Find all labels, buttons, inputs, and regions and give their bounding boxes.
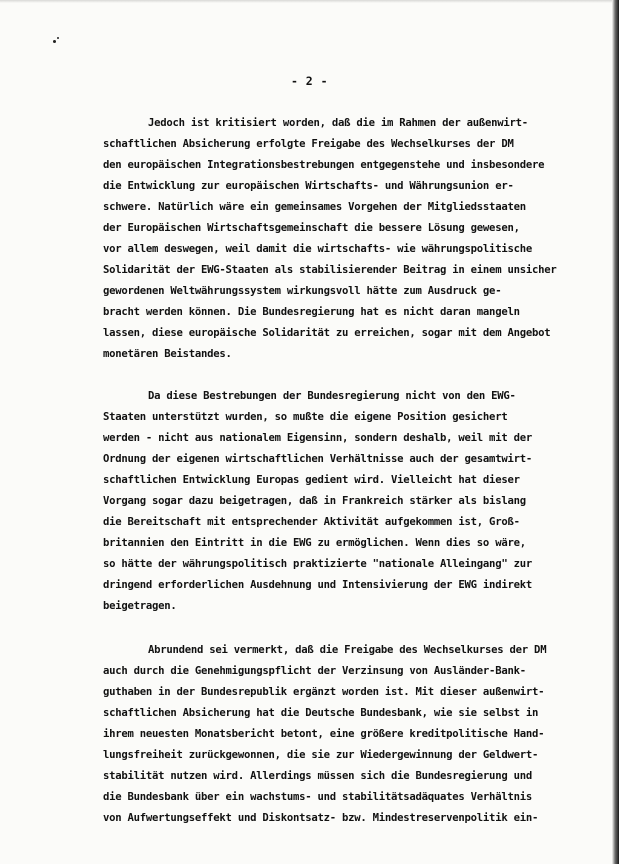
text-line: die Bundesbank über ein wachstums- und stabilitätsadäquates Verhältnis: [103, 791, 532, 803]
text-line: schaftlichen Absicherung hat die Deutsche Bundesbank, wie sie selbst in: [103, 707, 539, 719]
page-number: - 2 -: [290, 74, 329, 88]
text-line: bracht werden können. Die Bundesregierung hat es nicht daran mangeln: [103, 306, 520, 318]
text-line: den europäischen Integrationsbestrebungen entgegenstehe und insbesondere: [103, 159, 545, 171]
text-line: werden - nicht aus nationalem Eigensinn, sondern deshalb, weil mit der: [103, 432, 532, 444]
text-line: die Entwicklung zur europäischen Wirtschafts- und Währungsunion er-: [103, 180, 514, 192]
text-line: schaftlichen Entwicklung Europas gedient wird. Vielleicht hat dieser: [103, 474, 520, 486]
text-line: stabilität nutzen wird. Allerdings müssen sich die Bundesregierung und: [103, 770, 532, 782]
scan-speck: [57, 37, 59, 39]
scan-right-edge: [612, 0, 619, 864]
paragraph-3: [103, 640, 573, 829]
text-line: Solidarität der EWG-Staaten als stabilisierender Beitrag in einem unsicher: [103, 264, 557, 276]
text-line: schaftlichen Absicherung erfolgte Freigabe des Wechselkurses der DM: [103, 138, 514, 150]
text-line: monetären Beistandes.: [103, 348, 232, 360]
text-line: guthaben in der Bundesrepublik ergänzt worden ist. Mit dieser außenwirt-: [103, 686, 545, 698]
text-line: ihrem neuesten Monatsbericht betont, eine größere kreditpolitische Hand-: [103, 728, 545, 740]
text-line: lassen, diese europäische Solidarität zu erreichen, sogar mit dem Angebot: [103, 327, 551, 339]
scan-speck: [53, 40, 56, 43]
text-line: der Europäischen Wirtschaftsgemeinschaft die bessere Lösung gewesen,: [103, 222, 520, 234]
text-line: von Aufwertungseffekt und Diskontsatz- bzw. Mindestreservenpolitik ein-: [103, 812, 539, 824]
scan-top-edge: [0, 0, 619, 3]
paragraph-1: [103, 113, 573, 365]
text-line: gewordenen Weltwährungssystem wirkungsvoll hätte zum Ausdruck ge-: [103, 285, 502, 297]
paragraph-2: [103, 386, 573, 617]
text-line: vor allem deswegen, weil damit die wirtschafts- wie währungspolitische: [103, 243, 532, 255]
text-line: britannien den Eintritt in die EWG zu ermöglichen. Wenn dies so wäre,: [103, 537, 526, 549]
text-line: Da diese Bestrebungen der Bundesregierung nicht von den EWG-: [148, 390, 516, 402]
text-line: die Bereitschaft mit entsprechender Aktivität aufgekommen ist, Groß-: [103, 516, 520, 528]
text-line: Ordnung der eigenen wirtschaftlichen Verhältnisse auch der gesamtwirt-: [103, 453, 532, 465]
text-line: Abrundend sei vermerkt, daß die Freigabe des Wechselkurses der DM: [148, 644, 547, 656]
text-line: so hätte der währungspolitisch praktizierte "nationale Alleingang" zur: [103, 558, 532, 570]
text-line: lungsfreiheit zurückgewonnen, die sie zur Wiedergewinnung der Geldwert-: [103, 749, 539, 761]
text-line: auch durch die Genehmigungspflicht der Verzinsung von Ausländer-Bank-: [103, 665, 526, 677]
text-line: dringend erforderlichen Ausdehnung und Intensivierung der EWG indirekt: [103, 579, 532, 591]
text-line: schwere. Natürlich wäre ein gemeinsames Vorgehen der Mitgliedsstaaten: [103, 201, 526, 213]
text-line: Vorgang sogar dazu beigetragen, daß in Frankreich stärker als bislang: [103, 495, 526, 507]
text-line: beigetragen.: [103, 600, 177, 612]
text-line: Jedoch ist kritisiert worden, daß die im Rahmen der außenwirt-: [148, 117, 528, 129]
text-line: Staaten unterstützt wurden, so mußte die eigene Position gesichert: [103, 411, 508, 423]
